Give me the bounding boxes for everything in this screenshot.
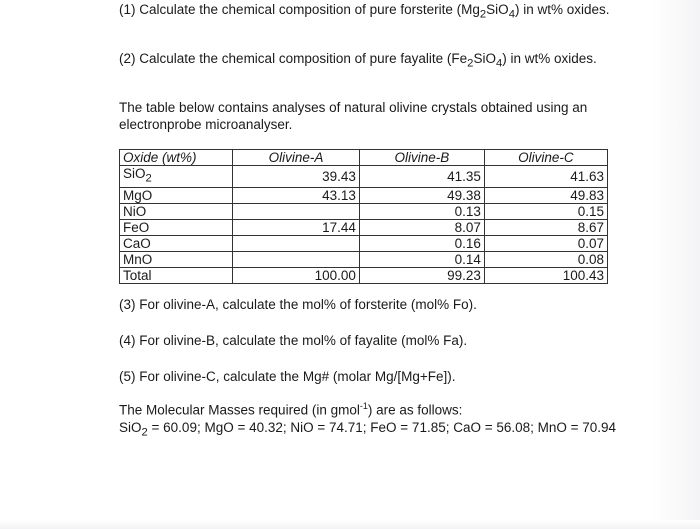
q2-subscript-2: 4 xyxy=(495,57,503,70)
olivine-c-cell: 41.63 xyxy=(484,166,607,188)
oxide-cell: MnO xyxy=(120,251,233,267)
olivine-a-cell xyxy=(233,235,360,251)
q1-text-prefix: (1) Calculate the chemical composition of pure forsterite (Mg xyxy=(119,2,480,17)
olivine-b-cell: 0.13 xyxy=(359,203,484,219)
oxide-cell: NiO xyxy=(120,203,233,219)
olivine-a-cell xyxy=(233,203,360,219)
q1-subscript-2: 4 xyxy=(508,8,515,21)
molecular-masses xyxy=(119,398,639,441)
olivine-b-cell: 0.16 xyxy=(359,235,484,251)
q2-text-suffix: ) in wt% oxides. xyxy=(502,51,597,66)
oxide-label: SiO xyxy=(123,166,146,181)
question-4: (4) For olivine-B, calculate the mol% of fayalite (mol% Fa). xyxy=(119,333,468,348)
q2-subscript-1: 2 xyxy=(467,57,474,70)
q1-text-suffix: ) in wt% oxides. xyxy=(514,2,610,17)
olivine-a-cell: 17.44 xyxy=(233,219,360,235)
question-3: (3) For olivine-A, calculate the mol% of forsterite (mol% Fo). xyxy=(119,297,477,312)
table-row xyxy=(120,251,608,267)
oxide-cell: CaO xyxy=(120,235,233,251)
olivine-c-cell: 8.67 xyxy=(484,219,607,235)
olivine-c-cell: 100.43 xyxy=(484,267,607,283)
q1-subscript-1: 2 xyxy=(479,8,487,21)
question-1 xyxy=(119,1,619,24)
question-5: (5) For olivine-C, calculate the Mg# (molar Mg/[Mg+Fe]). xyxy=(119,369,456,384)
olivine-b-cell: 49.38 xyxy=(359,187,484,203)
table-row xyxy=(120,219,608,235)
mm-line-prefix: SiO xyxy=(119,419,142,435)
mm-heading-suffix: ) are as follows: xyxy=(367,402,463,418)
header-olivine-a: Olivine-A xyxy=(233,150,360,166)
header-olivine-b: Olivine-B xyxy=(359,150,484,166)
table-row xyxy=(120,187,608,203)
olivine-a-cell: 100.00 xyxy=(233,267,360,283)
header-olivine-c: Olivine-C xyxy=(484,150,607,166)
oxide-cell: MgO xyxy=(120,187,233,203)
oxide-subscript: 2 xyxy=(145,172,152,185)
question-2 xyxy=(119,50,619,73)
mm-heading-superscript: -1 xyxy=(359,401,368,411)
table-row xyxy=(120,203,608,219)
q1-text-mid: SiO xyxy=(486,2,509,17)
olivine-analysis-table xyxy=(119,149,608,284)
olivine-c-cell: 0.15 xyxy=(484,203,607,219)
mm-line-subscript: 2 xyxy=(141,426,148,439)
mm-line-rest: = 60.09; MgO = 40.32; NiO = 74.71; FeO = 71.85; CaO = 56.08; MnO = 70.94 xyxy=(147,419,617,435)
olivine-b-cell: 99.23 xyxy=(359,267,484,283)
oxide-cell: FeO xyxy=(120,219,233,235)
q2-text-prefix: (2) Calculate the chemical composition of pure fayalite (Fe xyxy=(119,51,468,66)
olivine-b-cell: 41.35 xyxy=(359,166,484,188)
table-row xyxy=(120,166,608,188)
olivine-c-cell: 0.07 xyxy=(484,235,607,251)
q2-text-mid: SiO xyxy=(473,51,496,66)
olivine-b-cell: 8.07 xyxy=(359,219,484,235)
olivine-a-cell xyxy=(233,251,360,267)
olivine-b-cell: 0.14 xyxy=(359,251,484,267)
olivine-c-cell: 0.08 xyxy=(484,251,607,267)
header-oxide: Oxide (wt%) xyxy=(120,150,233,166)
table-header-row xyxy=(120,150,608,166)
table-row xyxy=(120,235,608,251)
olivine-c-cell: 49.83 xyxy=(484,187,607,203)
oxide-cell: Total xyxy=(120,267,233,283)
page-bottom-shadow xyxy=(0,520,700,529)
oxide-cell xyxy=(120,166,233,188)
olivine-a-cell: 39.43 xyxy=(233,166,360,188)
mm-heading-prefix: The Molecular Masses required (in gmol xyxy=(119,402,360,418)
table-intro: The table below contains analyses of natural olivine crystals obtained using an electronprobe microanalyser. xyxy=(119,100,588,132)
table-total-row xyxy=(120,267,608,283)
olivine-a-cell: 43.13 xyxy=(233,187,360,203)
